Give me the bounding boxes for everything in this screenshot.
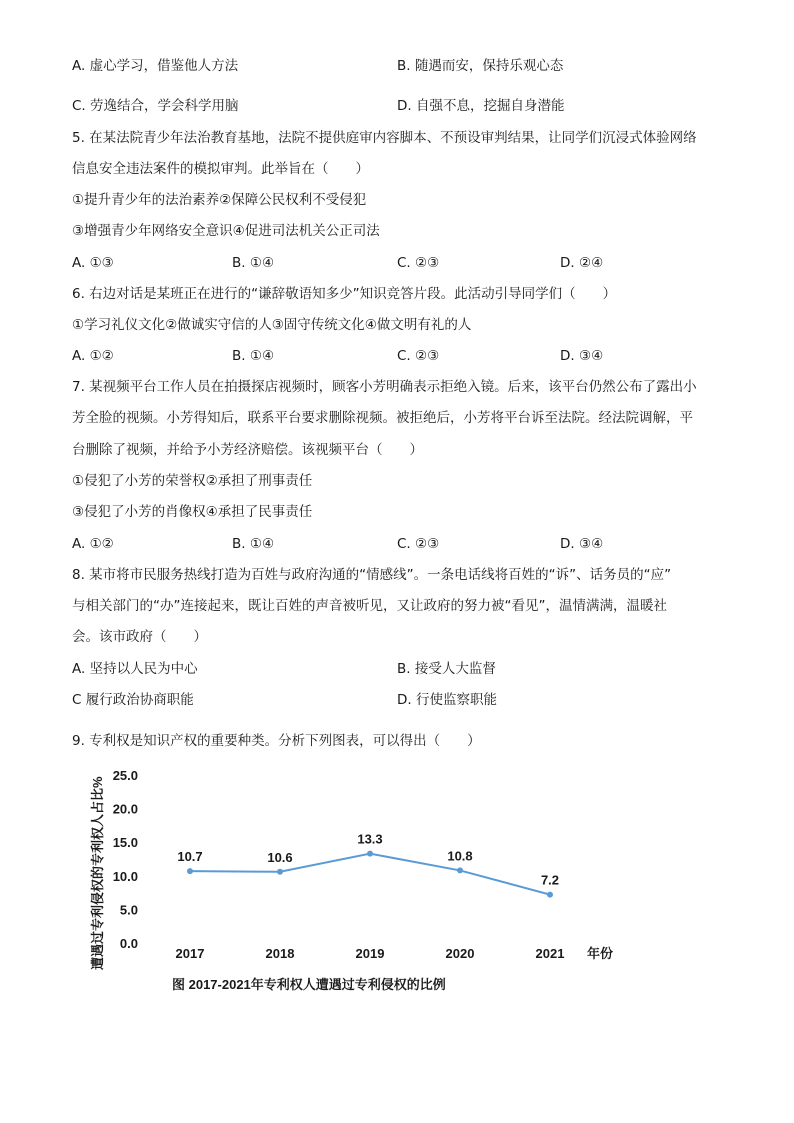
q7-stem-line-3: 台删除了视频，并给予小芳经济赔偿。该视频平台（ ） [72,442,423,458]
x-tick-label: 2020 [445,946,475,961]
q7-option-a: A. ①② [72,536,114,552]
q7-stem-line-1: 7. 某视频平台工作人员在拍摄探店视频时，顾客小芳明确表示拒绝入镜。后来，该平台仍然公布了露出小 [72,379,697,395]
data-point [187,868,193,874]
q6-option-c: C. ②③ [397,348,440,364]
q8-stem-line-1: 8. 某市将市民服务热线打造为百姓与政府沟通的“情感线”。一条电话线将百姓的“诉”、话务员的“应” [72,567,672,583]
y-tick-label: 15.0 [112,835,138,851]
q6-option-d: D. ③④ [560,348,604,364]
x-tick-label: 2018 [265,946,295,961]
data-point [457,867,463,873]
data-label: 10.6 [267,849,293,865]
q5-item-line-2: ③增强青少年网络安全意识④促进司法机关公正司法 [72,223,380,239]
q7-option-d: D. ③④ [560,536,604,552]
data-label: 13.3 [357,831,383,847]
q8-option-b: B. 接受人大监督 [397,661,496,677]
y-axis-label: 遭遇过专利侵权的专利权人占比% [90,776,105,970]
q7-item-line-1: ①侵犯了小芳的荣誉权②承担了刑事责任 [72,473,313,489]
q7-item-line-2: ③侵犯了小芳的肖像权④承担了民事责任 [72,504,313,520]
x-tick-label: 2021 [535,946,565,961]
q7-option-c: C. ②③ [397,536,440,552]
y-tick-label: 0.0 [119,936,138,951]
data-point [367,851,373,857]
x-axis-label: 年份 [587,946,614,961]
q8-option-c: C 履行政治协商职能 [72,692,194,708]
q6-option-b: B. ①④ [232,348,275,364]
q5-option-b: B. ①④ [232,255,275,271]
q7-stem-line-2: 芳全脸的视频。小芳得知后，联系平台要求删除视频。被拒绝后，小芳将平台诉至法院。经法院调解，平 [72,410,693,426]
data-label: 10.7 [177,849,203,865]
q8-option-d: D. 行使监察职能 [397,692,497,708]
q8-option-a: A. 坚持以人民为中心 [72,661,198,677]
y-tick-label: 25.0 [112,768,138,783]
chart-caption: 图 2017-2021年专利权人遭遇过专利侵权的比例 [172,977,446,992]
q6-item-line-1: ①学习礼仪文化②做诚实守信的人③固守传统文化④做文明有礼的人 [72,317,472,333]
y-tick-label: 5.0 [119,902,138,918]
q7-option-b: B. ①④ [232,536,275,552]
q9-stem-line-1: 9. 专利权是知识产权的重要种类。分析下列图表，可以得出（ ） [72,733,481,749]
q8-stem-line-2: 与相关部门的“办”连接起来，既让百姓的声音被听见，又让政府的努力被“看见”，温情满满，温暖社 [72,598,667,614]
q4-option-d: D. 自强不息，挖掘自身潜能 [397,98,565,114]
data-point [277,869,283,875]
y-tick-label: 10.0 [112,868,138,884]
q4-option-a: A. 虚心学习，借鉴他人方法 [72,58,239,74]
q5-option-c: C. ②③ [397,255,440,271]
x-tick-label: 2017 [175,946,205,961]
x-tick-label: 2019 [355,946,385,961]
y-tick-label: 20.0 [112,801,138,817]
q8-stem-line-3: 会。该市政府（ ） [72,629,207,645]
q5-stem-line-1: 5. 在某法院青少年法治教育基地，法院不提供庭审内容脚本、不预设审判结果，让同学们沉浸式体验网络 [72,130,697,146]
q5-option-a: A. ①③ [72,255,114,271]
patent-infringement-line-chart [0,755,794,1015]
q5-stem-line-2: 信息安全违法案件的模拟审判。此举旨在（ ） [72,161,369,177]
q6-stem-line-1: 6. 右边对话是某班正在进行的“谦辞敬语知多少”知识竞答片段。此活动引导同学们（ ） [72,286,617,302]
data-label: 7.2 [540,872,560,888]
data-label: 10.8 [447,848,473,864]
q6-option-a: A. ①② [72,348,114,364]
data-point [547,892,553,898]
series-line [190,854,550,895]
q4-option-b: B. 随遇而安，保持乐观心态 [397,58,564,74]
q5-option-d: D. ②④ [560,255,604,271]
q5-item-line-1: ①提升青少年的法治素养②保障公民权利不受侵犯 [72,192,367,208]
q4-option-c: C. 劳逸结合，学会科学用脑 [72,98,239,114]
